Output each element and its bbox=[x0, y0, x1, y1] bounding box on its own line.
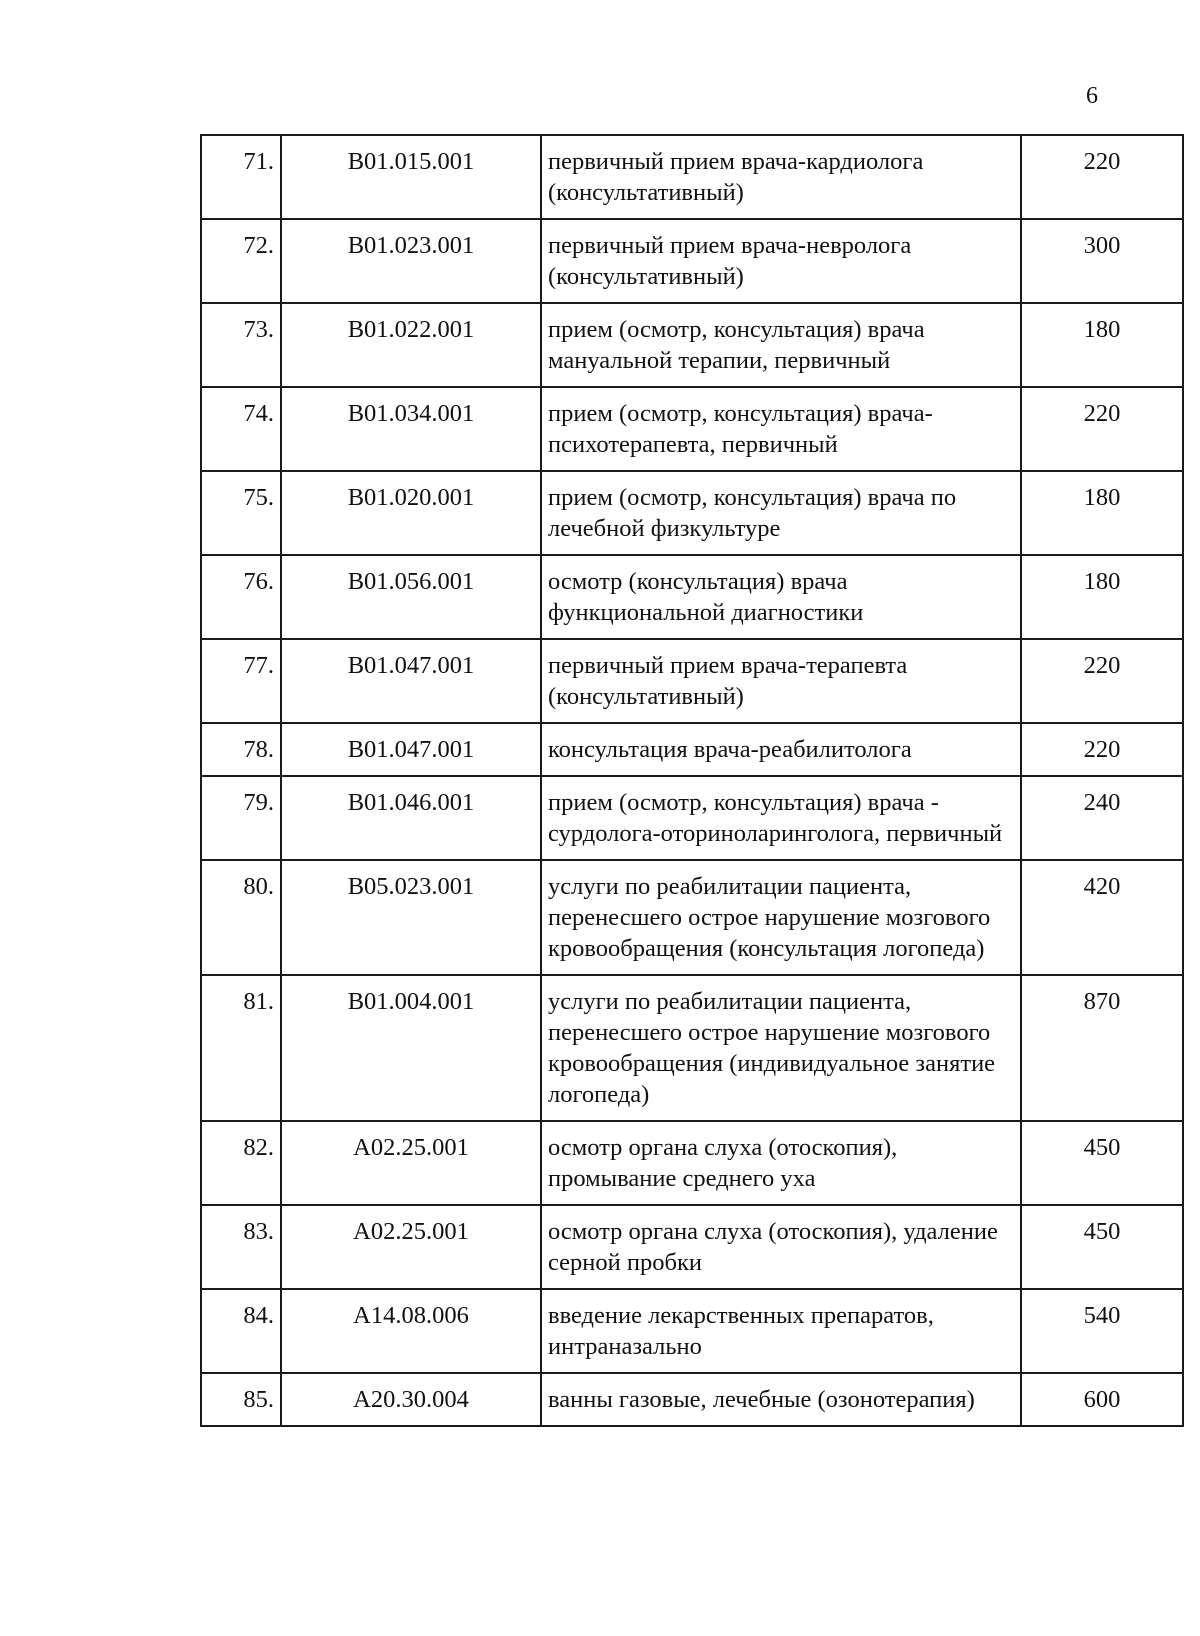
row-number: 74. bbox=[201, 387, 281, 471]
service-code: A14.08.006 bbox=[281, 1289, 541, 1373]
service-code: B05.023.001 bbox=[281, 860, 541, 975]
service-code: B01.015.001 bbox=[281, 135, 541, 219]
table-row bbox=[201, 723, 1183, 776]
service-price: 420 bbox=[1021, 860, 1183, 975]
table-row bbox=[201, 1373, 1183, 1426]
service-price: 450 bbox=[1021, 1205, 1183, 1289]
row-number: 80. bbox=[201, 860, 281, 975]
service-code: B01.034.001 bbox=[281, 387, 541, 471]
row-number: 77. bbox=[201, 639, 281, 723]
service-description: осмотр органа слуха (отоскопия), промывание среднего уха bbox=[541, 1121, 1021, 1205]
row-number: 76. bbox=[201, 555, 281, 639]
table-row bbox=[201, 975, 1183, 1121]
service-price: 240 bbox=[1021, 776, 1183, 860]
table-row bbox=[201, 135, 1183, 219]
table-row bbox=[201, 555, 1183, 639]
row-number: 75. bbox=[201, 471, 281, 555]
service-price: 220 bbox=[1021, 387, 1183, 471]
table-row bbox=[201, 387, 1183, 471]
service-description: прием (осмотр, консультация) врача по лечебной физкультуре bbox=[541, 471, 1021, 555]
row-number: 79. bbox=[201, 776, 281, 860]
row-number: 83. bbox=[201, 1205, 281, 1289]
service-description: прием (осмотр, консультация) врача-психотерапевта, первичный bbox=[541, 387, 1021, 471]
row-number: 81. bbox=[201, 975, 281, 1121]
service-price: 180 bbox=[1021, 555, 1183, 639]
row-number: 78. bbox=[201, 723, 281, 776]
service-price: 540 bbox=[1021, 1289, 1183, 1373]
row-number: 73. bbox=[201, 303, 281, 387]
service-description: первичный прием врача-терапевта (консультативный) bbox=[541, 639, 1021, 723]
service-price: 180 bbox=[1021, 303, 1183, 387]
service-price: 600 bbox=[1021, 1373, 1183, 1426]
service-code: B01.046.001 bbox=[281, 776, 541, 860]
service-price: 220 bbox=[1021, 135, 1183, 219]
service-code: A20.30.004 bbox=[281, 1373, 541, 1426]
service-code: B01.047.001 bbox=[281, 723, 541, 776]
service-code: A02.25.001 bbox=[281, 1205, 541, 1289]
service-code: B01.004.001 bbox=[281, 975, 541, 1121]
service-description: осмотр (консультация) врача функциональной диагностики bbox=[541, 555, 1021, 639]
service-code: B01.022.001 bbox=[281, 303, 541, 387]
service-description: услуги по реабилитации пациента, перенесшего острое нарушение мозгового кровообращения (консультация логопеда) bbox=[541, 860, 1021, 975]
row-number: 72. bbox=[201, 219, 281, 303]
service-description: прием (осмотр, консультация) врача мануальной терапии, первичный bbox=[541, 303, 1021, 387]
row-number: 84. bbox=[201, 1289, 281, 1373]
service-price: 220 bbox=[1021, 723, 1183, 776]
table-row bbox=[201, 639, 1183, 723]
row-number: 85. bbox=[201, 1373, 281, 1426]
service-description: услуги по реабилитации пациента, перенесшего острое нарушение мозгового кровообращения (индивидуальное занятие логопеда) bbox=[541, 975, 1021, 1121]
service-code: B01.023.001 bbox=[281, 219, 541, 303]
service-code: A02.25.001 bbox=[281, 1121, 541, 1205]
service-description: ванны газовые, лечебные (озонотерапия) bbox=[541, 1373, 1021, 1426]
service-price: 450 bbox=[1021, 1121, 1183, 1205]
service-price: 220 bbox=[1021, 639, 1183, 723]
table-row bbox=[201, 219, 1183, 303]
service-description: консультация врача-реабилитолога bbox=[541, 723, 1021, 776]
services-price-table bbox=[200, 134, 1184, 1427]
table-row bbox=[201, 1289, 1183, 1373]
row-number: 71. bbox=[201, 135, 281, 219]
table-row bbox=[201, 860, 1183, 975]
service-code: B01.047.001 bbox=[281, 639, 541, 723]
table-row bbox=[201, 776, 1183, 860]
service-price: 180 bbox=[1021, 471, 1183, 555]
service-description: осмотр органа слуха (отоскопия), удаление серной пробки bbox=[541, 1205, 1021, 1289]
service-price: 300 bbox=[1021, 219, 1183, 303]
service-price: 870 bbox=[1021, 975, 1183, 1121]
service-description: первичный прием врача-кардиолога (консультативный) bbox=[541, 135, 1021, 219]
table-row bbox=[201, 1205, 1183, 1289]
service-description: прием (осмотр, консультация) врача - сурдолога-оториноларинголога, первичный bbox=[541, 776, 1021, 860]
service-description: введение лекарственных препаратов, интраназально bbox=[541, 1289, 1021, 1373]
service-code: B01.020.001 bbox=[281, 471, 541, 555]
service-description: первичный прием врача-невролога (консультативный) bbox=[541, 219, 1021, 303]
row-number: 82. bbox=[201, 1121, 281, 1205]
table-row bbox=[201, 471, 1183, 555]
service-code: B01.056.001 bbox=[281, 555, 541, 639]
table-row bbox=[201, 303, 1183, 387]
page-number: 6 bbox=[1086, 83, 1098, 109]
table-row bbox=[201, 1121, 1183, 1205]
